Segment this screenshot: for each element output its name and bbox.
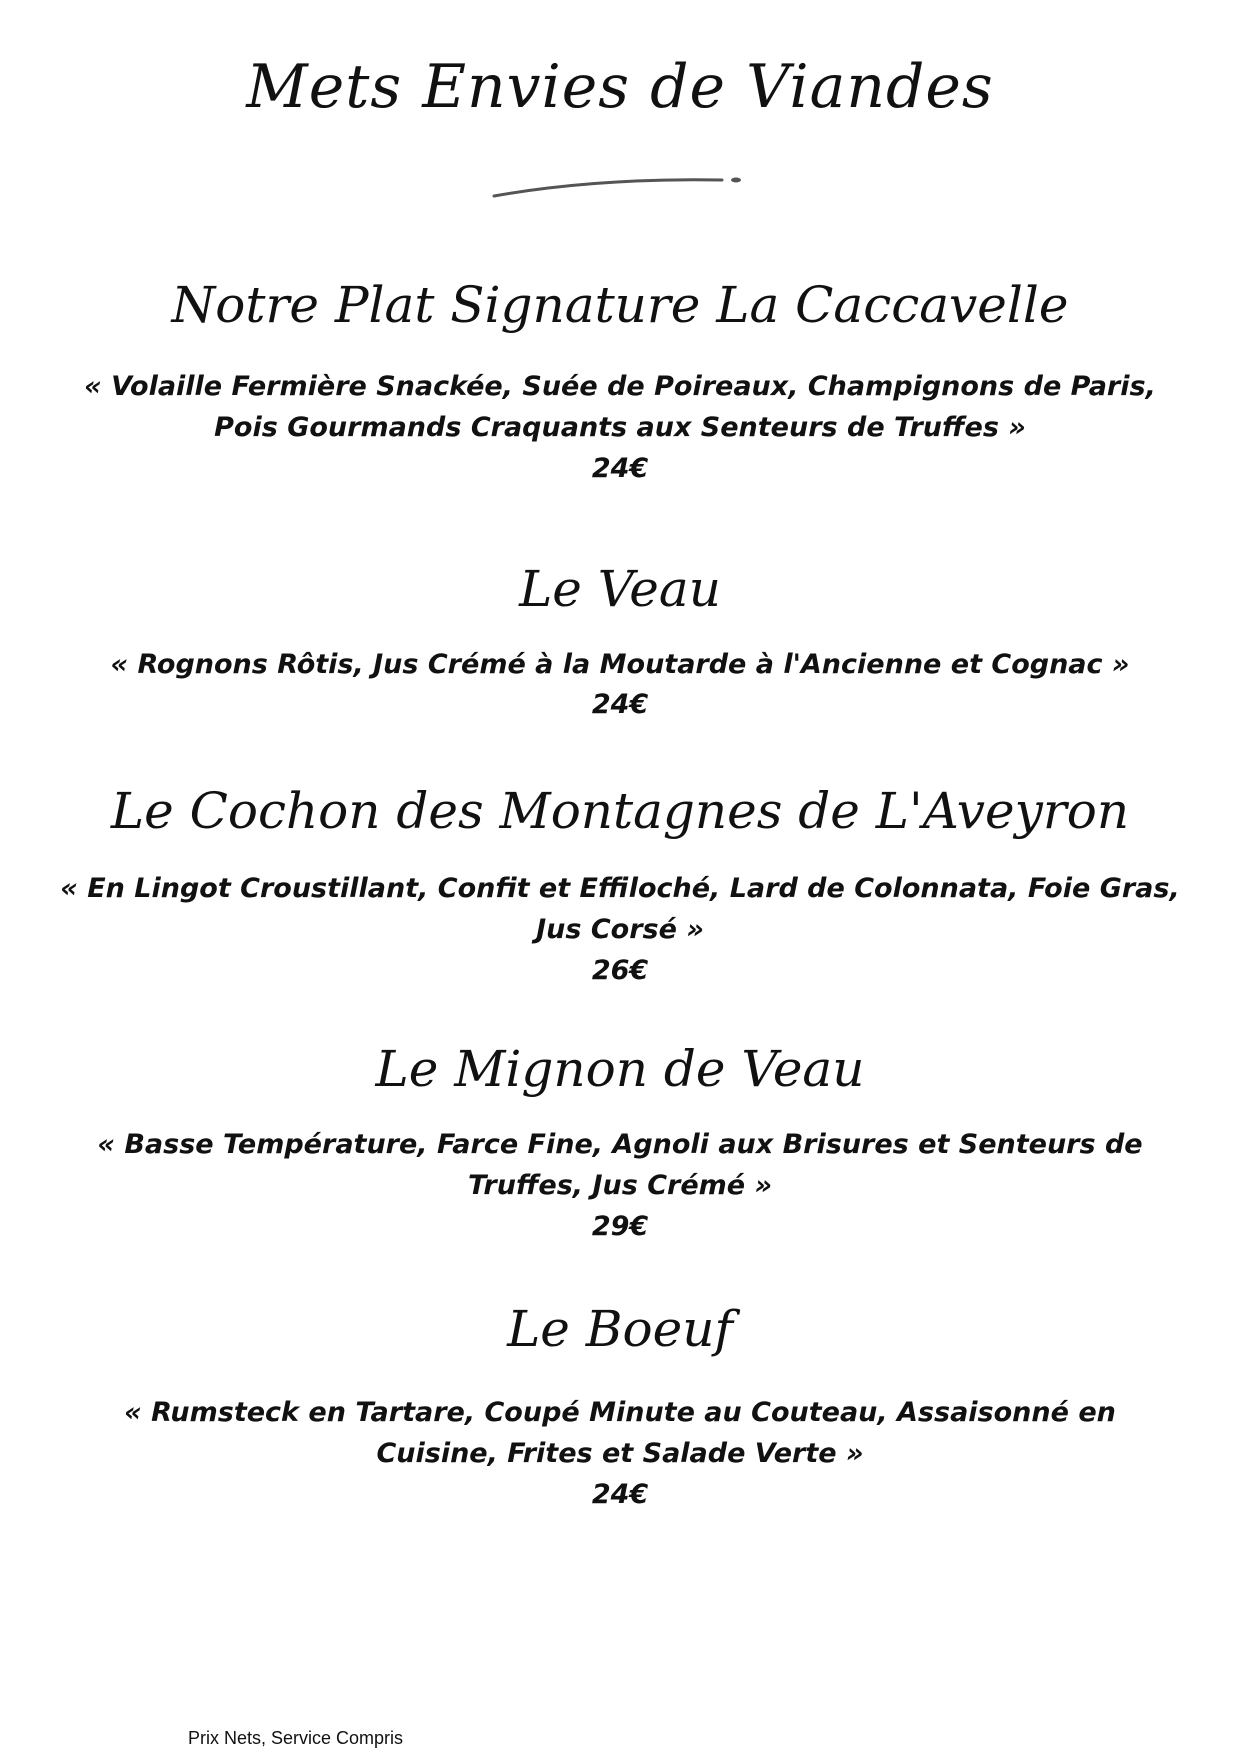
section-heading-veau: Le Veau (519, 560, 721, 618)
dish-price-signature: 24€ (591, 453, 649, 484)
dish-description-cochon: « En Lingot Croustillant, Confit et Effiloché, Lard de Colonnata, Foie Gras, Jus Corsé » (60, 873, 1180, 945)
dish-price-boeuf: 24€ (591, 1479, 649, 1510)
dish-description-signature: « Volaille Fermière Snackée, Suée de Poireaux, Champignons de Paris, Pois Gourmands Craquants aux Senteurs de Truffes » (84, 371, 1156, 443)
dish-price-mignon: 29€ (591, 1211, 649, 1242)
section-heading-signature: Notre Plat Signature La Caccavelle (171, 276, 1069, 334)
section-heading-cochon: Le Cochon des Montagnes de L'Aveyron (110, 782, 1130, 840)
dish-description-boeuf: « Rumsteck en Tartare, Coupé Minute au Couteau, Assaisonné en Cuisine, Frites et Salade Verte » (124, 1397, 1116, 1469)
footer-note: Prix Nets, Service Compris (188, 1728, 404, 1748)
dish-price-cochon: 26€ (591, 955, 649, 986)
section-heading-boeuf: Le Boeuf (507, 1300, 733, 1358)
section-heading-mignon: Le Mignon de Veau (375, 1040, 865, 1098)
page-title: Mets Envies de Viandes (246, 52, 994, 122)
title-swash-decoration (490, 168, 750, 204)
dish-description-mignon: « Basse Température, Farce Fine, Agnoli aux Brisures et Senteurs de Truffes, Jus Crémé » (97, 1129, 1143, 1201)
dish-description-veau: « Rognons Rôtis, Jus Crémé à la Moutarde à l'Ancienne et Cognac » (110, 649, 1130, 680)
dish-price-veau: 24€ (591, 689, 649, 720)
